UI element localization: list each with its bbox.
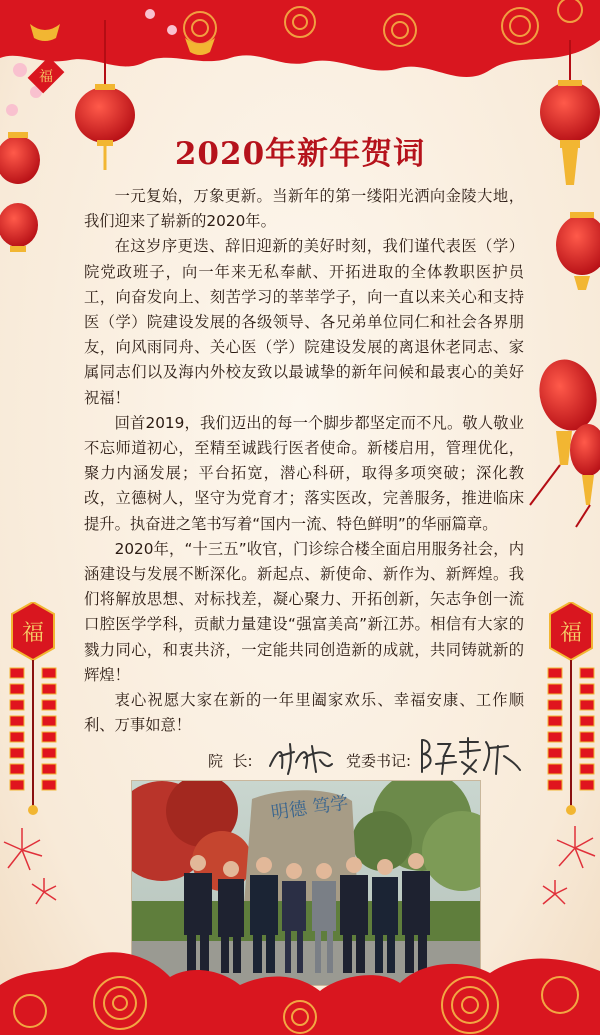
page-title: 2020年新年贺词: [174, 136, 426, 172]
signature-row: [204, 738, 534, 778]
paragraph: 回首2019，我们迈出的每一个脚步都坚定而不凡。敬人敬业不忘师道初心，至精至诚践行医者使命。新楼启用，管理优化，聚力内涵发展；平台拓宽，潜心科研，取得多项突破；深化教改，立德树人，坚守为党育才；落实医改，完善服务，推进临床提升。执奋进之笔书写着“国内一流、特色鲜明”的华丽篇章。: [84, 413, 524, 533]
dean-signature: [266, 738, 336, 778]
firework-right: [535, 820, 600, 920]
paragraph: 一元复始，万象更新。当新年的第一缕阳光洒向金陵大地，我们迎来了崭新的2020年。: [84, 187, 524, 231]
firework-left: [0, 820, 70, 920]
greeting-body: [84, 184, 524, 738]
firecracker-right: [540, 602, 600, 817]
stone-inscription: 明德 笃学: [269, 792, 350, 824]
lantern-pair-right: [520, 355, 600, 530]
secretary-label: 党委书记:: [346, 752, 412, 770]
fu-lantern-text-left: 福: [21, 621, 45, 646]
paragraph: 2020年，“十三五”收官，门诊综合楼全面启用服务社会，内涵建设与发展不断深化。新起点、新使命、新作为、新辉煌。我们将解放思想、对标找差，凝心聚力、开拓创新，矢志争创一流口腔医学学科，贡献力量建设“强富美高”新江苏。相信有大家的戮力同心，和衷共济，一定能共同创造新的成就，共同铸就新的辉煌！: [84, 539, 524, 684]
paragraph: 在这岁序更迭、辞旧迎新的美好时刻，我们谨代表医（学）院党政班子，向一年来无私奉献、开拓进取的全体教职医护员工，向奋发向上、刻苦学习的莘莘学子，向一直以来关心和支持医（学）院建设发展的各级领导、各兄弟单位同仁和社会各界朋友，向风雨同舟、关心医（学）院建设发展的离退休老同志、家属同志们以及海内外校友致以最诚挚的新年问候和最衷心的美好祝福！: [84, 237, 524, 407]
paragraph: 衷心祝愿大家在新的一年里阖家欢乐、幸福安康、工作顺利、万事如意！: [84, 691, 524, 735]
firecracker-left: [2, 602, 64, 817]
dean-label: 院 长:: [208, 752, 253, 770]
bottom-cloud-decoration: [0, 925, 600, 1035]
fu-diamond-text: 福: [39, 69, 53, 85]
fu-lantern-text-right: 福: [559, 621, 583, 646]
secretary-signature: [416, 734, 526, 778]
